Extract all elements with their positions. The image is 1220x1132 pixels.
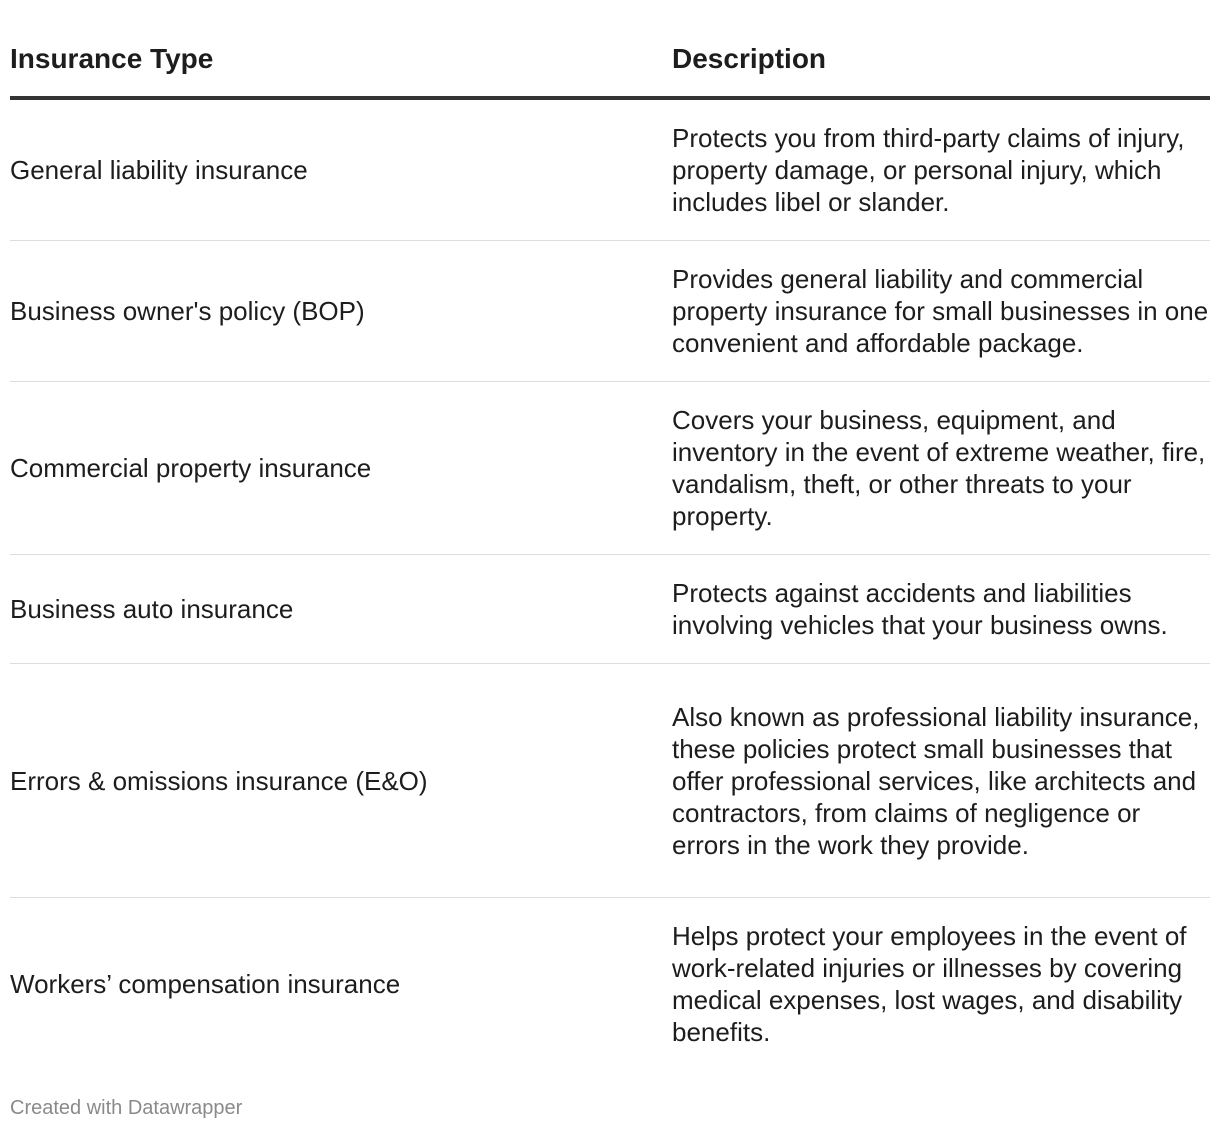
- description-cell: Protects you from third-party claims of injury, property damage, or personal injury, which includes libel or slander.: [672, 98, 1210, 241]
- table-row: [10, 555, 1210, 664]
- table-row: [10, 898, 1210, 1071]
- description-cell: Also known as professional liability insurance, these policies protect small businesses that offer professional services, like architects and contractors, from claims of negligence or errors in the work they provide.: [672, 664, 1210, 898]
- description-cell: Provides general liability and commercial property insurance for small businesses in one convenient and affordable package.: [672, 241, 1210, 382]
- insurance-type-cell: Commercial property insurance: [10, 382, 672, 555]
- table-body: [10, 98, 1210, 1070]
- insurance-type-cell: Business auto insurance: [10, 555, 672, 664]
- insurance-type-cell: Business owner's policy (BOP): [10, 241, 672, 382]
- header-row: [10, 0, 1210, 98]
- insurance-table-container: [10, 0, 1210, 1070]
- table-row: [10, 241, 1210, 382]
- table-row: [10, 98, 1210, 241]
- table-header: [10, 0, 1210, 98]
- insurance-table: [10, 0, 1210, 1070]
- column-header-description: Description: [672, 0, 1210, 98]
- insurance-type-cell: Workers’ compensation insurance: [10, 969, 401, 999]
- column-header-insurance-type: Insurance Type: [10, 0, 672, 98]
- insurance-type-cell: General liability insurance: [10, 98, 672, 241]
- description-cell: Protects against accidents and liabilities involving vehicles that your business owns.: [672, 555, 1210, 664]
- table-row: [10, 382, 1210, 555]
- description-cell: Covers your business, equipment, and inventory in the event of extreme weather, fire, vandalism, theft, or other threats to your property.: [672, 382, 1210, 555]
- table-row: [10, 664, 1210, 898]
- insurance-type-cell: Errors & omissions insurance (E&O): [10, 664, 672, 898]
- datawrapper-credit: Created with Datawrapper: [10, 1097, 243, 1119]
- description-cell: Helps protect your employees in the event of work-related injuries or illnesses by covering medical expenses, lost wages, and disability benefits.: [672, 921, 1187, 1047]
